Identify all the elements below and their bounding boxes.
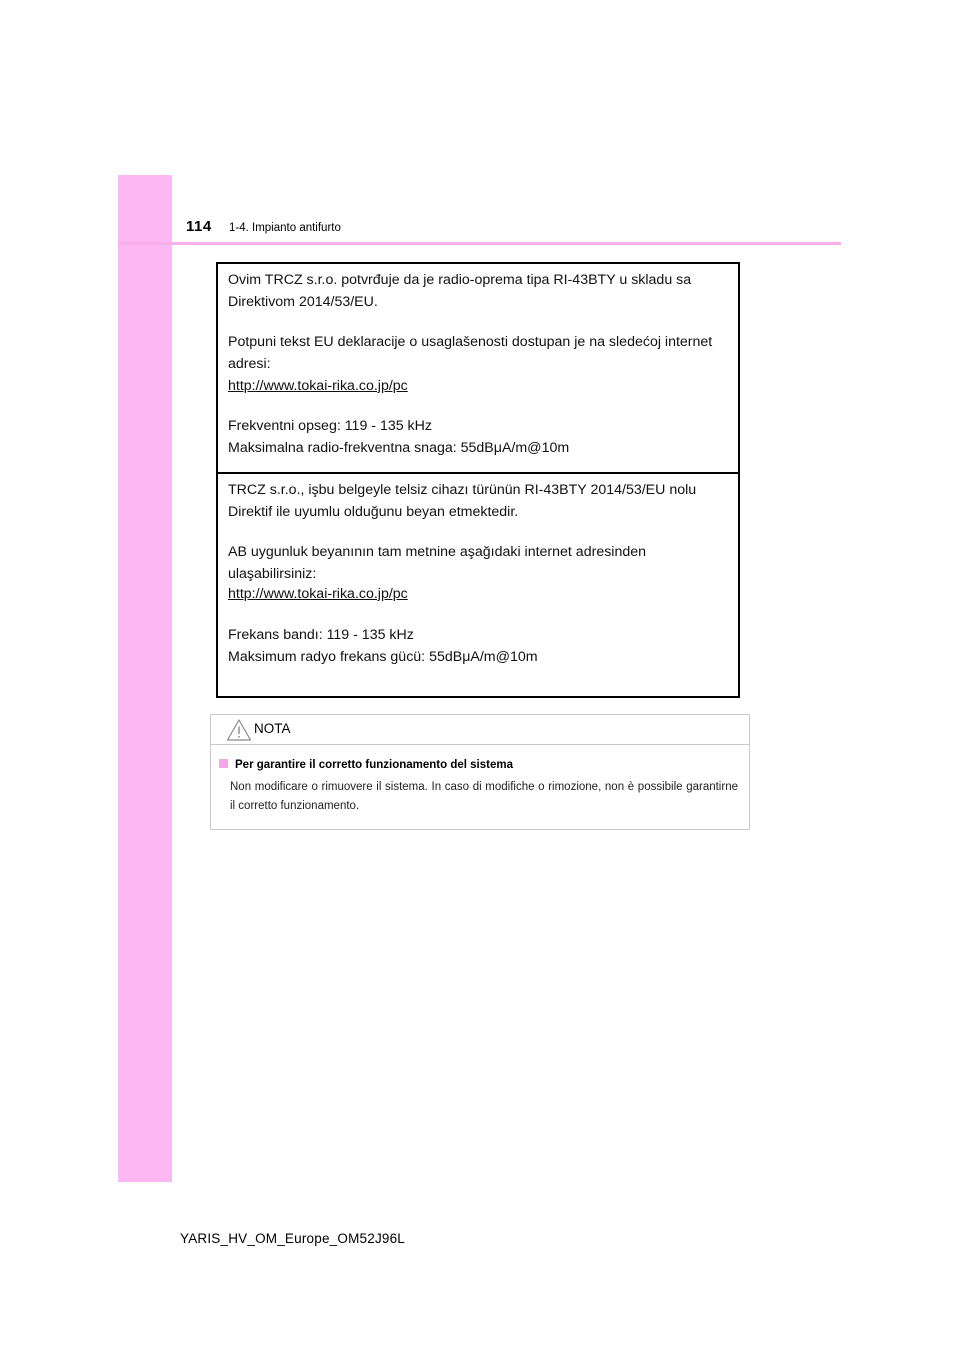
note-heading-text: Per garantire il corretto funzionamento del sistema: [235, 759, 513, 771]
turkish-statement: TRCZ s.r.o., işbu belgeyle telsiz cihazı türünün RI-43BTY 2014/53/EU nolu Direktif ile uyumlu olduğunu beyan etmektedir.: [228, 482, 697, 520]
turkish-frequency: Frekans bandı: 119 - 135 kHz: [228, 627, 414, 643]
note-header: [211, 715, 749, 745]
turkish-power: Maksimum radyo frekans gücü: 55dBμA/m@10m: [228, 649, 538, 665]
note-title: NOTA: [254, 721, 291, 736]
section-title: 1-4. Impianto antifurto: [229, 222, 341, 234]
turkish-availability: AB uygunluk beyanının tam metnine aşağıdaki internet adresinden ulaşabilirsiniz:: [228, 544, 647, 582]
declaration-box: [216, 262, 740, 698]
croatian-url-link[interactable]: http://www.tokai-rika.co.jp/pc: [228, 378, 408, 394]
croatian-frequency: Frekventni opseg: 119 - 135 kHz: [228, 418, 432, 434]
turkish-url-link[interactable]: http://www.tokai-rika.co.jp/pc: [228, 586, 408, 602]
header-divider: [118, 242, 841, 245]
declaration-turkish: [218, 474, 738, 696]
square-bullet-icon: [219, 759, 228, 768]
page-number: 114: [186, 218, 212, 235]
warning-triangle-icon: [226, 718, 252, 742]
croatian-power: Maksimalna radio-frekventna snaga: 55dBμA/m@10m: [228, 440, 570, 456]
croatian-availability: Potpuni tekst EU deklaracije o usaglašenosti dostupan je na sledećoj internet adresi:: [228, 334, 713, 372]
note-heading: [219, 759, 513, 771]
declaration-croatian: [218, 264, 738, 474]
note-box: [210, 714, 750, 830]
croatian-statement: Ovim TRCZ s.r.o. potvrđuje da je radio-oprema tipa RI-43BTY u skladu sa Direktivom 2014/53/EU.: [228, 272, 692, 310]
note-body: Non modificare o rimuovere il sistema. In caso di modifiche o rimozione, non è possibile garantirne il corretto funzionamento.: [230, 781, 738, 812]
side-tab-band: [118, 175, 172, 1182]
footer-doc-code: YARIS_HV_OM_Europe_OM52J96L: [180, 1231, 406, 1246]
